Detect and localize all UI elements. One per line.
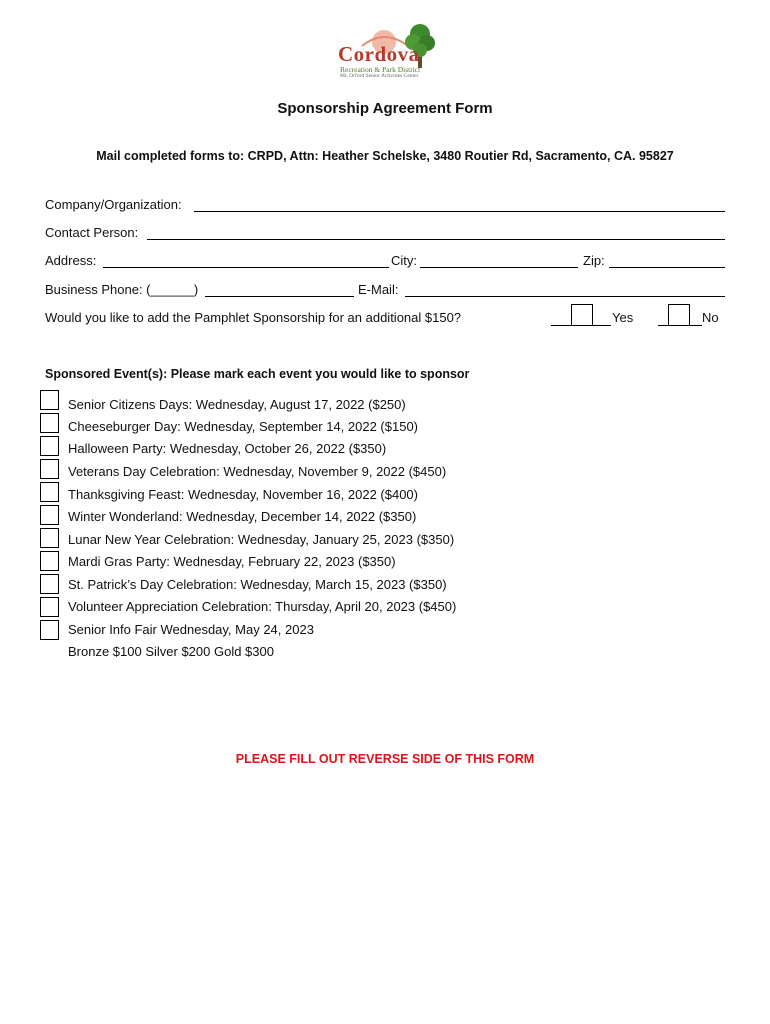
event-label: Volunteer Appreciation Celebration: Thursday, April 20, 2023 ($450) bbox=[68, 599, 457, 614]
event-label: Winter Wonderland: Wednesday, December 14, 2022 ($350) bbox=[68, 509, 417, 524]
mail-instructions: Mail completed forms to: CRPD, Attn: Heather Schelske, 3480 Routier Rd, Sacramento, CA. 95827 bbox=[96, 149, 674, 163]
contact-label: Contact Person: bbox=[45, 225, 139, 240]
logo-subtitle: Recreation & Park District bbox=[340, 65, 421, 74]
address-field[interactable] bbox=[103, 267, 389, 268]
event-checkbox[interactable] bbox=[40, 436, 59, 456]
event-checkbox[interactable] bbox=[40, 459, 59, 479]
phone-field[interactable] bbox=[205, 296, 354, 297]
logo-subtitle-2: Mt. Orford Senior Activities Center bbox=[340, 73, 419, 79]
events-heading: Sponsored Event(s): Please mark each event you would like to sponsor bbox=[45, 367, 470, 381]
event-label: St. Patrick’s Day Celebration: Wednesday, March 15, 2023 ($350) bbox=[68, 577, 447, 592]
event-label: Mardi Gras Party: Wednesday, February 22, 2023 ($350) bbox=[68, 554, 396, 569]
contact-field[interactable] bbox=[147, 239, 725, 240]
reverse-side-notice: PLEASE FILL OUT REVERSE SIDE OF THIS FORM bbox=[235, 752, 535, 766]
event-label: Thanksgiving Feast: Wednesday, November 16, 2022 ($400) bbox=[68, 487, 418, 502]
zip-label: Zip: bbox=[583, 253, 605, 268]
logo-wordmark: Cordova bbox=[338, 42, 420, 66]
zip-field[interactable] bbox=[609, 267, 725, 268]
event-label: Senior Citizens Days: Wednesday, August 17, 2022 ($250) bbox=[68, 397, 406, 412]
company-label: Company/Organization: bbox=[45, 197, 182, 212]
email-field[interactable] bbox=[405, 296, 725, 297]
event-checkbox[interactable] bbox=[40, 620, 59, 640]
yes-checkbox[interactable] bbox=[571, 304, 593, 326]
event-checkbox[interactable] bbox=[40, 597, 59, 617]
event-checkbox[interactable] bbox=[40, 551, 59, 571]
sponsorship-tiers: Bronze $100 Silver $200 Gold $300 bbox=[68, 644, 274, 659]
yes-label: Yes bbox=[612, 310, 634, 325]
event-label: Lunar New Year Celebration: Wednesday, January 25, 2023 ($350) bbox=[68, 532, 455, 547]
event-label: Veterans Day Celebration: Wednesday, November 9, 2022 ($450) bbox=[68, 464, 447, 479]
city-field[interactable] bbox=[420, 267, 578, 268]
event-label: Senior Info Fair Wednesday, May 24, 2023 bbox=[68, 622, 314, 637]
event-checkbox[interactable] bbox=[40, 413, 59, 433]
event-label: Cheeseburger Day: Wednesday, September 14, 2022 ($150) bbox=[68, 419, 419, 434]
city-label: City: bbox=[391, 253, 417, 268]
event-checkbox[interactable] bbox=[40, 574, 59, 594]
phone-label: Business Phone: (______) bbox=[45, 282, 199, 297]
event-label: Halloween Party: Wednesday, October 26, 2022 ($350) bbox=[68, 441, 387, 456]
no-checkbox[interactable] bbox=[668, 304, 690, 326]
event-checkbox[interactable] bbox=[40, 528, 59, 548]
address-label: Address: bbox=[45, 253, 97, 268]
company-field[interactable] bbox=[194, 211, 725, 212]
pamphlet-question: Would you like to add the Pamphlet Sponsorship for an additional $150? bbox=[45, 310, 462, 325]
page-title: Sponsorship Agreement Form bbox=[277, 100, 493, 117]
event-checkbox[interactable] bbox=[40, 505, 59, 525]
no-label: No bbox=[702, 310, 719, 325]
event-checkbox[interactable] bbox=[40, 482, 59, 502]
cordova-logo bbox=[332, 16, 442, 82]
event-checkbox[interactable] bbox=[40, 390, 59, 410]
email-label: E-Mail: bbox=[358, 282, 399, 297]
